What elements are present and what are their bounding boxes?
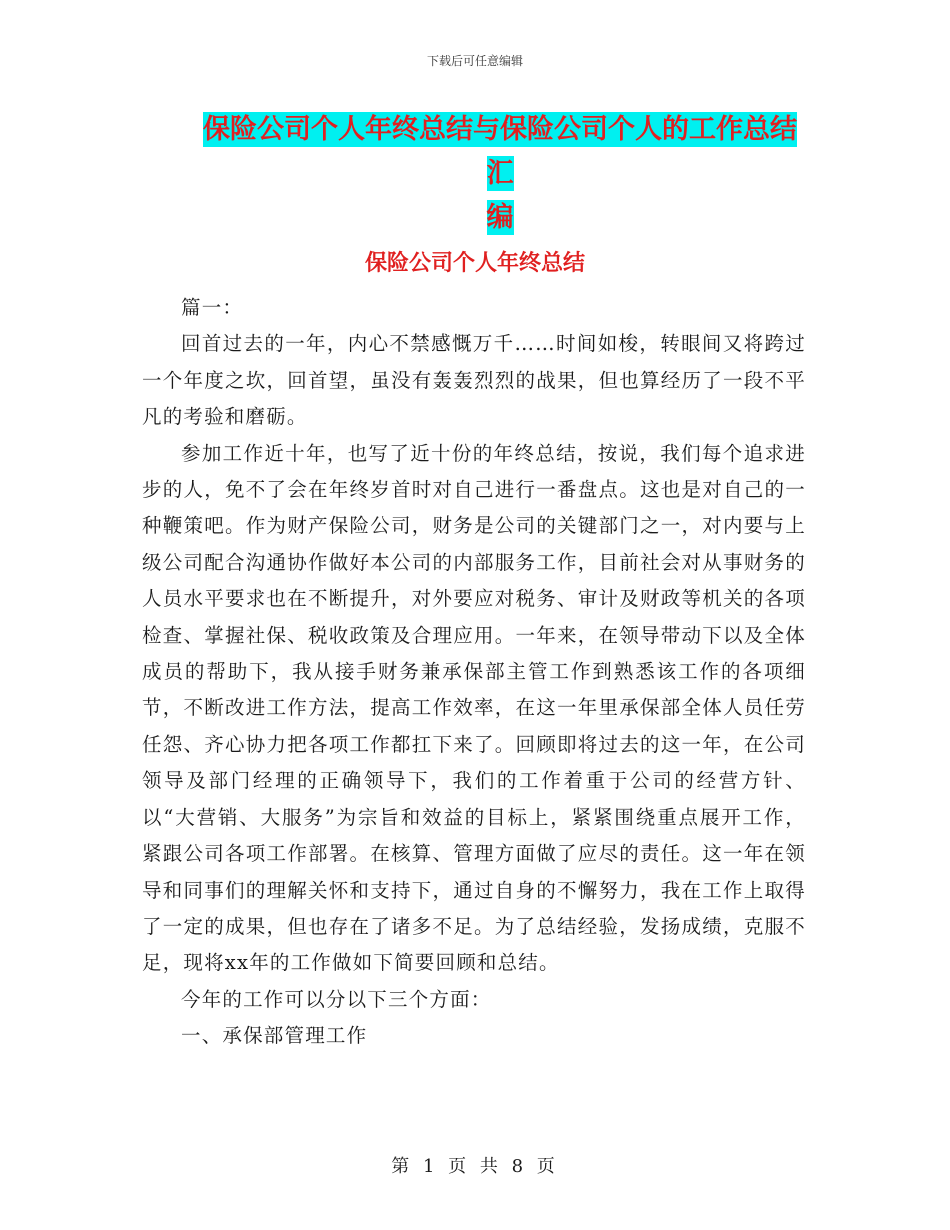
paragraph: 篇一： — [181, 296, 244, 319]
paragraph: 参加工作近十年，也写了近十份的年终总结，按说，我们每个追求进步的人，免不了会在年终岁首时对自己进行一番盘点。这也是对自己的一种鞭策吧。作为财产保险公司，财务是公司的关键部门之一，对内要与上级公司配合沟通协作做好本公司的内部服务工作，目前社会对从事财务的人员水平要求也在不断提升，对外要应对税务、审计及财政等机关的各项检查、掌握社保、税收政策及合理应用。一年来，在领导带动下以及全体成员的帮助下，我从接手财务兼承保部主管工作到熟悉该工作的各项细节，不断改进工作方法，提高工作效率，在这一年里承保部全体人员任劳任怨、齐心协力把各项工作都扛下来了。回顾即将过去的这一年，在公司领导及部门经理的正确领导下，我们的工作着重于公司的经营方针、以“大营销、大服务”为宗旨和效益的目标上，紧紧围绕重点展开工作，紧跟公司各项工作部署。在核算、管理方面做了应尽的责任。这一年在领导和同事们的理解关怀和支持下，通过自身的不懈努力，我在工作上取得了一定的成果，但也存在了诸多不足。为了总结经验，发扬成绩，克服不足，现将xx年的工作做如下简要回顾和总结。 — [142, 441, 806, 975]
header-note: 下载后可任意编辑 — [426, 54, 523, 68]
main-title-line-1: 保险公司个人年终总结与保险公司个人的工作总结汇 — [203, 114, 797, 189]
main-title — [190, 108, 810, 240]
body-text — [142, 290, 806, 1055]
paragraph: 回首过去的一年，内心不禁感慨万千……时间如梭，转眼间又将跨过一个年度之坎，回首望，虽没有轰轰烈烈的战果，但也算经历了一段不平凡的考验和磨砺。 — [142, 332, 806, 429]
paragraph: 今年的工作可以分以下三个方面： — [181, 987, 492, 1011]
section-title: 保险公司个人年终总结 — [364, 250, 585, 276]
main-title-line-2: 编 — [486, 202, 514, 233]
paragraph: 一、承保部管理工作 — [181, 1024, 368, 1048]
page-footer: 第 1 页 共 8 页 — [391, 1156, 559, 1177]
